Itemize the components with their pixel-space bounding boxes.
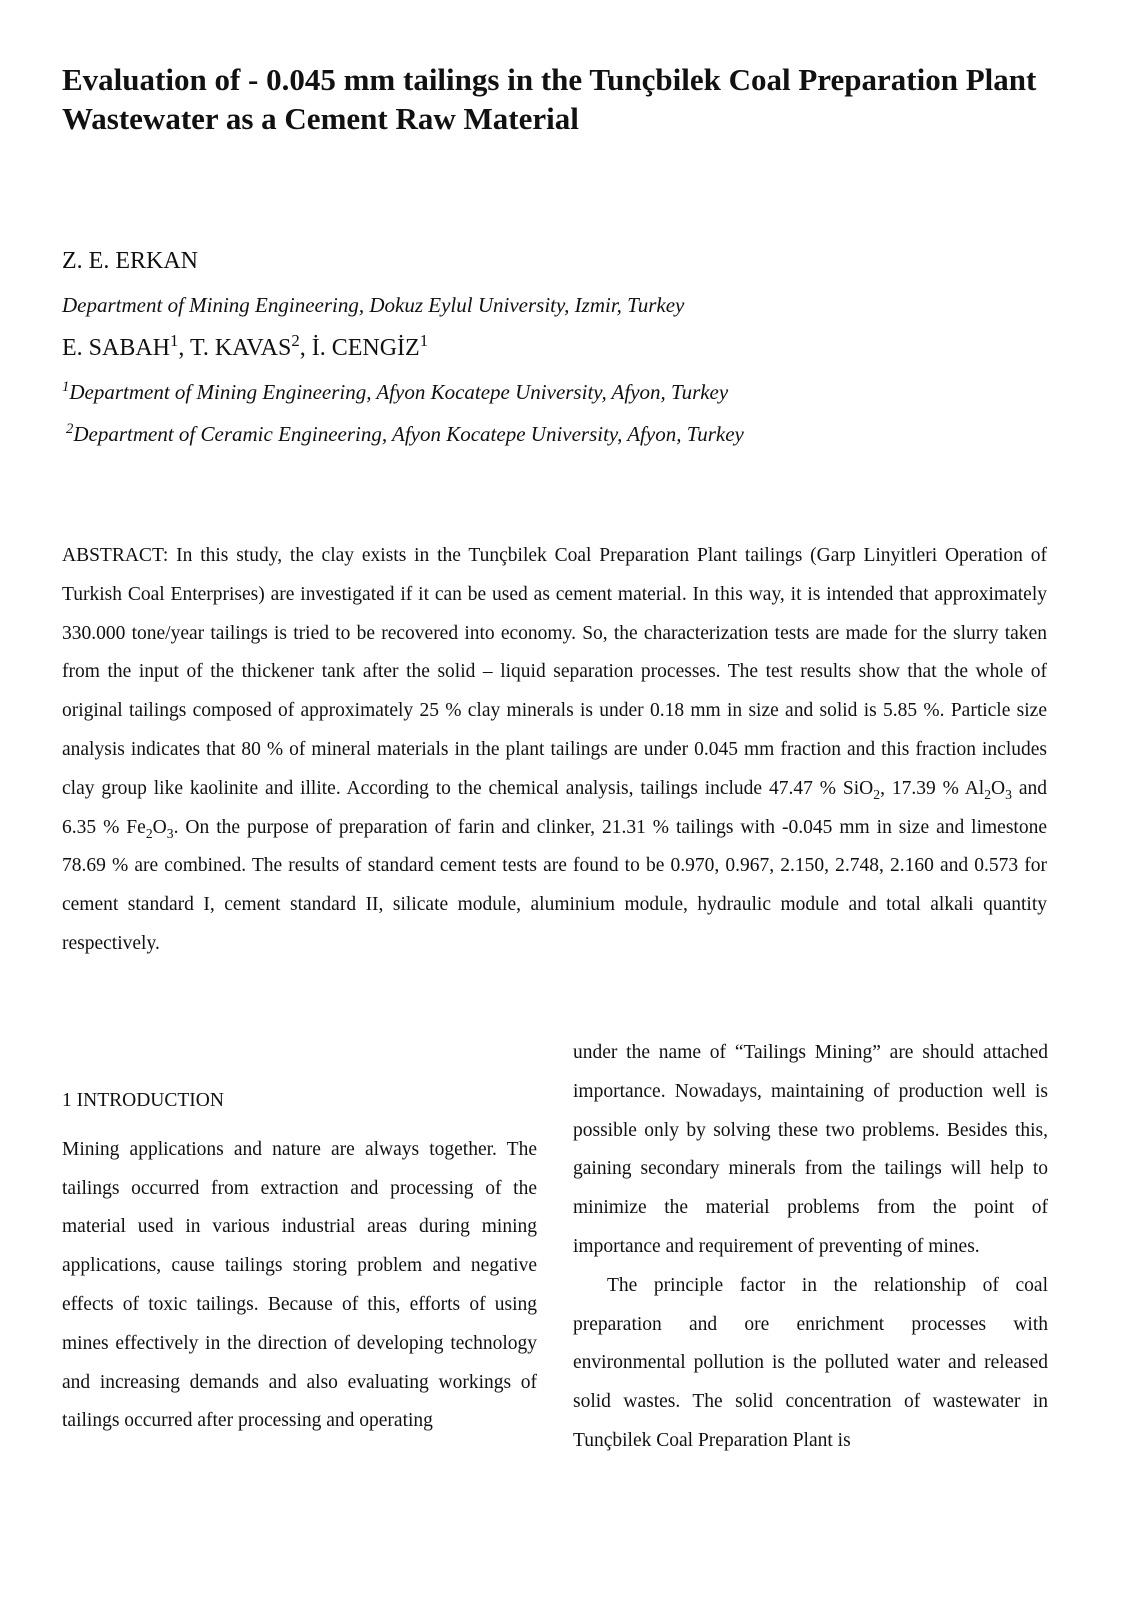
abstract-sub-fe-o: 3: [166, 825, 174, 841]
intro-paragraph-right-1: under the name of “Tailings Mining” are should attached importance. Nowadays, maintaining of production well is possible only by solving these two problems. Besides this, gaining secondary minerals from the tailings will help to minimize the material problems from the point of importance and requirement of preventing of mines.: [573, 1042, 1048, 1257]
affiliation-mining-afyon-text: Department of Mining Engineering, Afyon Kocatepe University, Afyon, Turkey: [69, 380, 729, 404]
affiliation-ceramic-afyon: [66, 420, 744, 448]
affiliation-mining-afyon-sup: 1: [62, 379, 70, 395]
author-sabah-sup: 1: [170, 331, 179, 350]
intro-paragraph-right-2: The principle factor in the relationship of coal preparation and ore enrichment processes with environmental pollution is the polluted water and released solid wastes. The solid concentration of wastewater in Tunçbilek Coal Preparation Plant is: [573, 1274, 1048, 1451]
abstract-sub-sio2: 2: [873, 786, 881, 802]
left-column: [62, 1082, 537, 1441]
author-erkan: Z. E. ERKAN: [62, 248, 198, 274]
abstract-text-2: , 17.39 % Al: [880, 777, 985, 799]
paper-title: Evaluation of - 0.045 mm tailings in the Tunçbilek Coal Preparation Plant Wastewater as a Cement Raw Material: [62, 62, 1037, 136]
author-sabah: E. SABAH: [62, 335, 171, 361]
affiliation-ceramic-afyon-text: Department of Ceramic Engineering, Afyon Kocatepe University, Afyon, Turkey: [73, 422, 744, 446]
author-kavas-sup: 2: [291, 331, 300, 350]
affiliation-ceramic-afyon-sup: 2: [66, 421, 74, 437]
right-column: [573, 1034, 1048, 1461]
abstract-text-1: ABSTRACT: In this study, the clay exists in the Tunçbilek Coal Preparation Plant tailings (Garp Linyitleri Operation of Turkish Coal Enterprises) are investigated if it can be used as cement material. In this way, it is intended that approximately 330.000 tone/year tailings is tried to be recovered into economy. So, the characterization tests are made for the slurry taken from the input of the thickener tank after the solid – liquid separation processes. The test results show that the whole of original tailings composed of approximately 25 % clay minerals is under 0.18 mm in size and solid is 5.85 %. Particle size analysis indicates that 80 % of mineral materials in the plant tailings are under 0.045 mm fraction and this fraction includes clay group like kaolinite and illite. According to the chemical analysis, tailings include 47.47 % SiO: [62, 545, 1047, 799]
author-list-afyon: [62, 333, 428, 363]
abstract-sub-o3: 3: [1005, 786, 1012, 802]
abstract: [62, 537, 1047, 964]
author-kavas: , T. KAVAS: [178, 335, 292, 361]
abstract-text-3: O: [991, 777, 1006, 799]
author-cengiz: , İ. CENGİZ: [299, 335, 420, 361]
abstract-text-4: and 6.35 % Fe: [62, 777, 1048, 838]
section-heading-introduction: 1 INTRODUCTION: [62, 1090, 224, 1111]
abstract-sub-fe: 2: [145, 825, 153, 841]
abstract-text-5: O: [152, 816, 167, 838]
affiliation-dokuz-eylul: Department of Mining Engineering, Dokuz Eylul University, Izmir, Turkey: [62, 293, 685, 317]
abstract-sub-al: 2: [984, 786, 992, 802]
abstract-text-6: . On the purpose of preparation of farin and clinker, 21.31 % tailings with -0.045 mm in size and limestone 78.69 % are combined. The results of standard cement tests are found to be 0.970, 0.967, 2.150, 2.748, 2.160 and 0.573 for cement standard I, cement standard II, silicate module, aluminium module, hydraulic module and total alkali quantity respectively.: [62, 816, 1048, 954]
affiliation-mining-afyon: [62, 378, 728, 406]
intro-paragraph-left: Mining applications and nature are always together. The tailings occurred from extraction and processing of the material used in various industrial areas during mining applications, cause tailings storing problem and negative effects of toxic tailings. Because of this, efforts of using mines effectively in the direction of developing technology and increasing demands and also evaluating workings of tailings occurred after processing and operating: [62, 1138, 537, 1432]
author-cengiz-sup: 1: [419, 331, 429, 350]
